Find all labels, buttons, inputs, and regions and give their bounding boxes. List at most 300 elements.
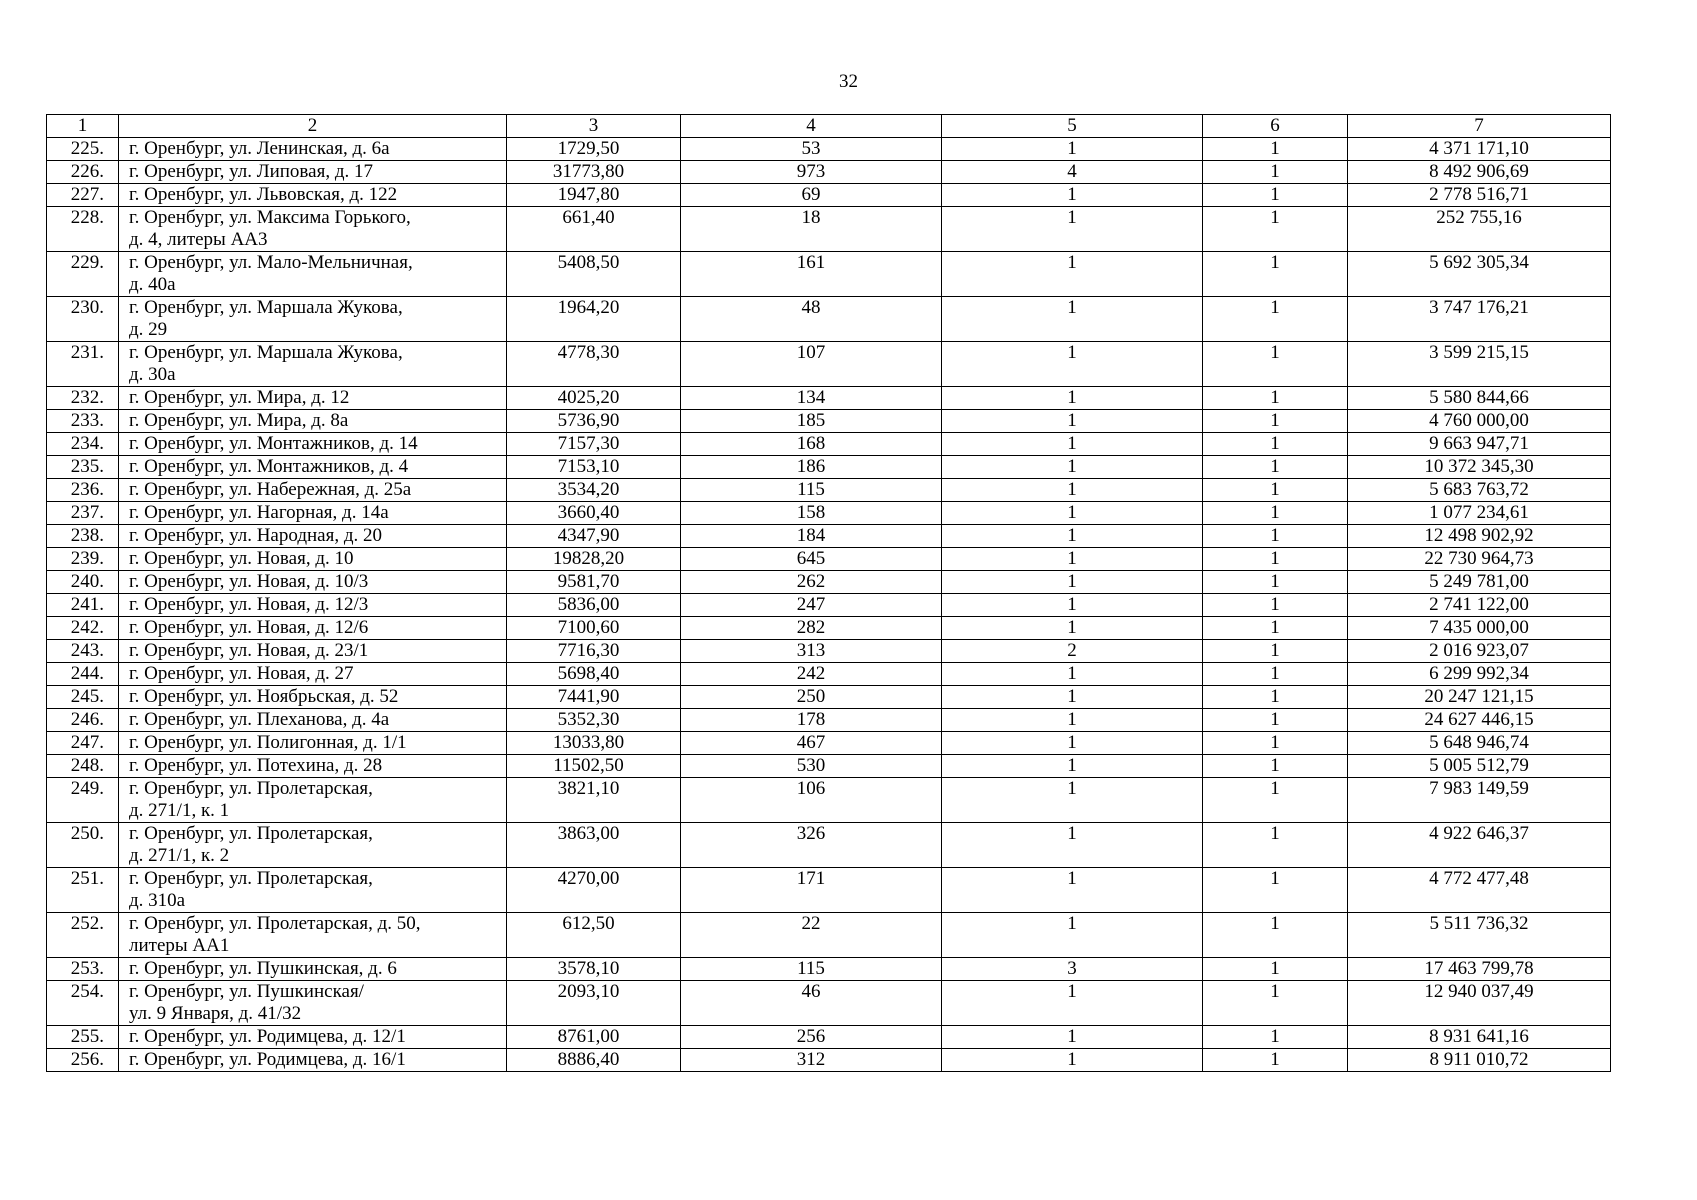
address-line: ул. 9 Января, д. 41/32 [129,1003,302,1024]
col5-cell: 1 [942,1049,1203,1072]
address-line: д. 4, литеры АА3 [129,229,268,250]
col6-cell: 1 [1203,138,1348,161]
amount-cell: 8 931 641,16 [1348,1026,1611,1049]
col6-cell: 1 [1203,456,1348,479]
address-cell [119,663,507,686]
column-header: 2 [119,115,507,138]
col6-cell: 1 [1203,252,1348,297]
count-cell: 106 [681,778,942,823]
address-line: г. Оренбург, ул. Новая, д. 12/3 [129,594,369,615]
address-cell [119,387,507,410]
table-row [47,1026,1611,1049]
row-number: 248. [47,755,119,778]
address-cell [119,479,507,502]
table-row [47,479,1611,502]
count-cell: 256 [681,1026,942,1049]
address-line: г. Оренбург, ул. Монтажников, д. 14 [129,433,418,454]
table-row [47,252,1611,297]
row-number: 227. [47,184,119,207]
row-number: 256. [47,1049,119,1072]
address-line: г. Оренбург, ул. Ноябрьская, д. 52 [129,686,399,707]
table-row [47,663,1611,686]
row-number: 244. [47,663,119,686]
table-row [47,297,1611,342]
table-header-row [47,115,1611,138]
count-cell: 161 [681,252,942,297]
table-row [47,617,1611,640]
count-cell: 158 [681,502,942,525]
area-cell: 3578,10 [507,958,681,981]
col5-cell: 1 [942,410,1203,433]
address-cell [119,207,507,252]
address-line: д. 40а [129,274,176,295]
col6-cell: 1 [1203,732,1348,755]
address-line: г. Оренбург, ул. Новая, д. 27 [129,663,354,684]
column-header: 5 [942,115,1203,138]
row-number: 239. [47,548,119,571]
row-number: 233. [47,410,119,433]
area-cell: 13033,80 [507,732,681,755]
col5-cell: 1 [942,778,1203,823]
address-cell [119,252,507,297]
column-header: 1 [47,115,119,138]
address-cell [119,161,507,184]
address-line: г. Оренбург, ул. Максима Горького, [129,207,411,228]
data-table [46,114,1611,1072]
address-cell [119,571,507,594]
address-line: г. Оренбург, ул. Липовая, д. 17 [129,161,373,182]
count-cell: 326 [681,823,942,868]
address-line: г. Оренбург, ул. Новая, д. 23/1 [129,640,369,661]
count-cell: 22 [681,913,942,958]
col5-cell: 1 [942,525,1203,548]
area-cell: 1964,20 [507,297,681,342]
address-cell [119,342,507,387]
row-number: 225. [47,138,119,161]
address-line: литеры АА1 [129,935,230,956]
table-row [47,732,1611,755]
address-cell [119,433,507,456]
col5-cell: 1 [942,686,1203,709]
amount-cell: 3 599 215,15 [1348,342,1611,387]
area-cell: 5836,00 [507,594,681,617]
amount-cell: 20 247 121,15 [1348,686,1611,709]
amount-cell: 252 755,16 [1348,207,1611,252]
col6-cell: 1 [1203,161,1348,184]
row-number: 240. [47,571,119,594]
area-cell: 2093,10 [507,981,681,1026]
address-cell [119,548,507,571]
row-number: 246. [47,709,119,732]
amount-cell: 1 077 234,61 [1348,502,1611,525]
amount-cell: 8 492 906,69 [1348,161,1611,184]
address-line: д. 271/1, к. 1 [129,800,230,821]
col5-cell: 1 [942,868,1203,913]
area-cell: 5352,30 [507,709,681,732]
amount-cell: 7 983 149,59 [1348,778,1611,823]
col5-cell: 1 [942,617,1203,640]
count-cell: 53 [681,138,942,161]
col6-cell: 1 [1203,410,1348,433]
area-cell: 661,40 [507,207,681,252]
area-cell: 5736,90 [507,410,681,433]
area-cell: 3863,00 [507,823,681,868]
address-line: г. Оренбург, ул. Новая, д. 10 [129,548,354,569]
table-row [47,433,1611,456]
amount-cell: 4 922 646,37 [1348,823,1611,868]
col5-cell: 1 [942,594,1203,617]
count-cell: 645 [681,548,942,571]
table-row [47,548,1611,571]
table-row [47,525,1611,548]
row-number: 243. [47,640,119,663]
count-cell: 184 [681,525,942,548]
address-cell [119,640,507,663]
table-row [47,958,1611,981]
area-cell: 7153,10 [507,456,681,479]
row-number: 247. [47,732,119,755]
column-header: 4 [681,115,942,138]
count-cell: 178 [681,709,942,732]
count-cell: 168 [681,433,942,456]
address-cell [119,755,507,778]
address-cell [119,297,507,342]
table-row [47,823,1611,868]
area-cell: 5698,40 [507,663,681,686]
amount-cell: 5 692 305,34 [1348,252,1611,297]
count-cell: 46 [681,981,942,1026]
col6-cell: 1 [1203,342,1348,387]
count-cell: 18 [681,207,942,252]
address-line: г. Оренбург, ул. Львовская, д. 122 [129,184,398,205]
count-cell: 467 [681,732,942,755]
address-cell [119,732,507,755]
count-cell: 186 [681,456,942,479]
row-number: 249. [47,778,119,823]
area-cell: 4347,90 [507,525,681,548]
table-row [47,1049,1611,1072]
address-cell [119,778,507,823]
amount-cell: 4 371 171,10 [1348,138,1611,161]
table-row [47,387,1611,410]
address-cell [119,617,507,640]
area-cell: 8886,40 [507,1049,681,1072]
col5-cell: 1 [942,207,1203,252]
col5-cell: 1 [942,823,1203,868]
col5-cell: 1 [942,479,1203,502]
col5-cell: 1 [942,732,1203,755]
col5-cell: 1 [942,548,1203,571]
amount-cell: 22 730 964,73 [1348,548,1611,571]
col5-cell: 1 [942,342,1203,387]
address-line: г. Оренбург, ул. Монтажников, д. 4 [129,456,409,477]
address-line: г. Оренбург, ул. Пролетарская, д. 50, [129,913,421,934]
row-number: 254. [47,981,119,1026]
col6-cell: 1 [1203,1049,1348,1072]
col5-cell: 1 [942,138,1203,161]
address-line: г. Оренбург, ул. Плеханова, д. 4а [129,709,390,730]
row-number: 253. [47,958,119,981]
table-row [47,502,1611,525]
amount-cell: 7 435 000,00 [1348,617,1611,640]
count-cell: 171 [681,868,942,913]
area-cell: 7157,30 [507,433,681,456]
address-line: д. 310а [129,890,186,911]
address-cell [119,138,507,161]
row-number: 245. [47,686,119,709]
address-line: г. Оренбург, ул. Народная, д. 20 [129,525,382,546]
col6-cell: 1 [1203,617,1348,640]
amount-cell: 10 372 345,30 [1348,456,1611,479]
col6-cell: 1 [1203,958,1348,981]
col5-cell: 1 [942,709,1203,732]
area-cell: 1947,80 [507,184,681,207]
col6-cell: 1 [1203,297,1348,342]
count-cell: 107 [681,342,942,387]
address-line: г. Оренбург, ул. Родимцева, д. 12/1 [129,1026,406,1047]
address-line: г. Оренбург, ул. Пушкинская, д. 6 [129,958,397,979]
address-line: д. 29 [129,319,168,340]
area-cell: 11502,50 [507,755,681,778]
row-number: 236. [47,479,119,502]
area-cell: 19828,20 [507,548,681,571]
col6-cell: 1 [1203,709,1348,732]
area-cell: 7716,30 [507,640,681,663]
count-cell: 242 [681,663,942,686]
area-cell: 612,50 [507,913,681,958]
row-number: 231. [47,342,119,387]
count-cell: 250 [681,686,942,709]
row-number: 232. [47,387,119,410]
row-number: 255. [47,1026,119,1049]
col6-cell: 1 [1203,594,1348,617]
col6-cell: 1 [1203,479,1348,502]
col6-cell: 1 [1203,663,1348,686]
col5-cell: 4 [942,161,1203,184]
area-cell: 31773,80 [507,161,681,184]
table-row [47,456,1611,479]
table-row [47,207,1611,252]
amount-cell: 3 747 176,21 [1348,297,1611,342]
col5-cell: 1 [942,755,1203,778]
address-cell [119,502,507,525]
col5-cell: 1 [942,433,1203,456]
amount-cell: 12 940 037,49 [1348,981,1611,1026]
table-row [47,571,1611,594]
address-line: г. Оренбург, ул. Пролетарская, [129,823,373,844]
area-cell: 3534,20 [507,479,681,502]
address-cell [119,981,507,1026]
amount-cell: 2 741 122,00 [1348,594,1611,617]
col6-cell: 1 [1203,686,1348,709]
address-cell [119,1026,507,1049]
table-row [47,755,1611,778]
table-row [47,709,1611,732]
address-cell [119,1049,507,1072]
col5-cell: 1 [942,913,1203,958]
count-cell: 115 [681,479,942,502]
amount-cell: 5 511 736,32 [1348,913,1611,958]
count-cell: 973 [681,161,942,184]
col6-cell: 1 [1203,823,1348,868]
amount-cell: 6 299 992,34 [1348,663,1611,686]
row-number: 251. [47,868,119,913]
amount-cell: 4 772 477,48 [1348,868,1611,913]
row-number: 237. [47,502,119,525]
count-cell: 185 [681,410,942,433]
area-cell: 4270,00 [507,868,681,913]
address-cell [119,958,507,981]
count-cell: 262 [681,571,942,594]
address-cell [119,709,507,732]
area-cell: 5408,50 [507,252,681,297]
amount-cell: 5 648 946,74 [1348,732,1611,755]
table-row [47,778,1611,823]
address-cell [119,594,507,617]
col6-cell: 1 [1203,913,1348,958]
col5-cell: 3 [942,958,1203,981]
table-row [47,913,1611,958]
col6-cell: 1 [1203,184,1348,207]
col5-cell: 1 [942,663,1203,686]
address-cell [119,823,507,868]
area-cell: 1729,50 [507,138,681,161]
col5-cell: 1 [942,252,1203,297]
address-line: г. Оренбург, ул. Маршала Жукова, [129,297,403,318]
col6-cell: 1 [1203,525,1348,548]
row-number: 241. [47,594,119,617]
column-header: 3 [507,115,681,138]
amount-cell: 2 016 923,07 [1348,640,1611,663]
col5-cell: 1 [942,297,1203,342]
address-cell [119,184,507,207]
amount-cell: 9 663 947,71 [1348,433,1611,456]
amount-cell: 5 005 512,79 [1348,755,1611,778]
amount-cell: 5 580 844,66 [1348,387,1611,410]
count-cell: 48 [681,297,942,342]
table-row [47,981,1611,1026]
area-cell: 3660,40 [507,502,681,525]
address-cell [119,686,507,709]
area-cell: 4025,20 [507,387,681,410]
count-cell: 282 [681,617,942,640]
table-row [47,184,1611,207]
col6-cell: 1 [1203,433,1348,456]
amount-cell: 5 249 781,00 [1348,571,1611,594]
address-line: г. Оренбург, ул. Новая, д. 10/3 [129,571,369,592]
area-cell: 3821,10 [507,778,681,823]
address-cell [119,525,507,548]
address-line: г. Оренбург, ул. Маршала Жукова, [129,342,403,363]
address-cell [119,913,507,958]
row-number: 238. [47,525,119,548]
address-line: г. Оренбург, ул. Мало-Мельничная, [129,252,413,273]
count-cell: 313 [681,640,942,663]
address-line: д. 271/1, к. 2 [129,845,230,866]
address-line: г. Оренбург, ул. Мира, д. 8а [129,410,349,431]
col6-cell: 1 [1203,755,1348,778]
table-row [47,868,1611,913]
col6-cell: 1 [1203,868,1348,913]
count-cell: 247 [681,594,942,617]
address-line: г. Оренбург, ул. Нагорная, д. 14а [129,502,389,523]
amount-cell: 4 760 000,00 [1348,410,1611,433]
count-cell: 69 [681,184,942,207]
row-number: 226. [47,161,119,184]
row-number: 252. [47,913,119,958]
area-cell: 8761,00 [507,1026,681,1049]
address-cell [119,868,507,913]
table-row [47,410,1611,433]
amount-cell: 2 778 516,71 [1348,184,1611,207]
address-cell [119,410,507,433]
page-number: 32 [839,71,858,92]
col5-cell: 1 [942,571,1203,594]
area-cell: 9581,70 [507,571,681,594]
col5-cell: 1 [942,502,1203,525]
count-cell: 312 [681,1049,942,1072]
col6-cell: 1 [1203,981,1348,1026]
col5-cell: 1 [942,387,1203,410]
count-cell: 134 [681,387,942,410]
address-line: г. Оренбург, ул. Родимцева, д. 16/1 [129,1049,406,1070]
amount-cell: 17 463 799,78 [1348,958,1611,981]
col6-cell: 1 [1203,778,1348,823]
col6-cell: 1 [1203,548,1348,571]
table-row [47,640,1611,663]
row-number: 250. [47,823,119,868]
address-line: г. Оренбург, ул. Пролетарская, [129,778,373,799]
amount-cell: 5 683 763,72 [1348,479,1611,502]
address-line: г. Оренбург, ул. Набережная, д. 25а [129,479,412,500]
address-line: г. Оренбург, ул. Ленинская, д. 6а [129,138,390,159]
col6-cell: 1 [1203,640,1348,663]
col6-cell: 1 [1203,502,1348,525]
column-header: 6 [1203,115,1348,138]
col5-cell: 1 [942,184,1203,207]
col6-cell: 1 [1203,207,1348,252]
amount-cell: 12 498 902,92 [1348,525,1611,548]
address-line: г. Оренбург, ул. Новая, д. 12/6 [129,617,369,638]
col6-cell: 1 [1203,387,1348,410]
count-cell: 530 [681,755,942,778]
address-cell [119,456,507,479]
column-header: 7 [1348,115,1611,138]
col5-cell: 1 [942,1026,1203,1049]
table-row [47,161,1611,184]
area-cell: 7441,90 [507,686,681,709]
amount-cell: 8 911 010,72 [1348,1049,1611,1072]
area-cell: 7100,60 [507,617,681,640]
table-row [47,342,1611,387]
table-row [47,686,1611,709]
col5-cell: 1 [942,456,1203,479]
address-line: г. Оренбург, ул. Пушкинская/ [129,981,364,1002]
row-number: 234. [47,433,119,456]
address-line: г. Оренбург, ул. Полигонная, д. 1/1 [129,732,407,753]
row-number: 228. [47,207,119,252]
address-line: г. Оренбург, ул. Пролетарская, [129,868,373,889]
address-line: г. Оренбург, ул. Мира, д. 12 [129,387,350,408]
address-line: д. 30а [129,364,176,385]
table-row [47,594,1611,617]
row-number: 229. [47,252,119,297]
row-number: 235. [47,456,119,479]
table-row [47,138,1611,161]
area-cell: 4778,30 [507,342,681,387]
address-line: г. Оренбург, ул. Потехина, д. 28 [129,755,383,776]
col6-cell: 1 [1203,571,1348,594]
